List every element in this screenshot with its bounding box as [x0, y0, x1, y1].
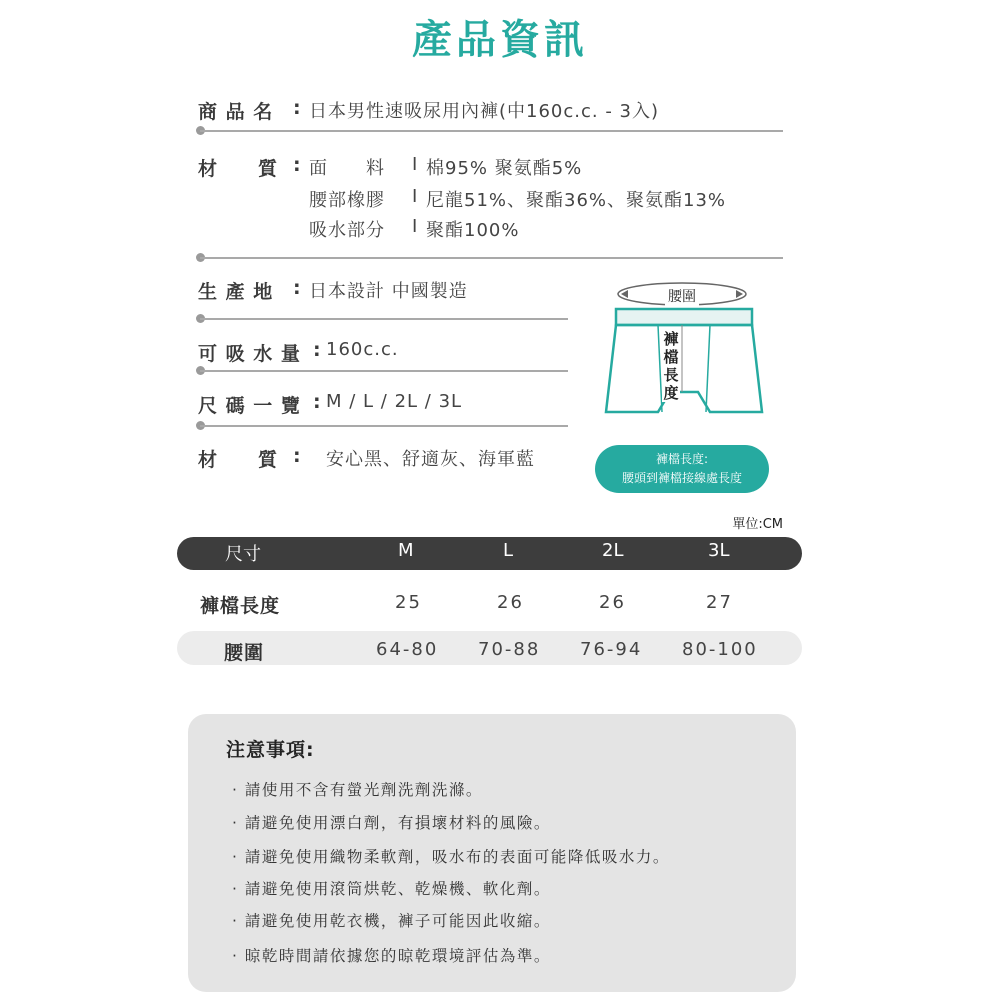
- rise-note-title: 褲檔長度:: [655, 452, 709, 466]
- divider-line: [200, 318, 568, 320]
- bullet: ·: [232, 848, 239, 866]
- rise-note-badge: [595, 445, 769, 493]
- bullet: ·: [232, 912, 239, 930]
- table-cell: 70-88: [478, 639, 541, 660]
- absorb-value: 160c.c.: [326, 339, 399, 360]
- table-header-size: 尺寸: [225, 544, 261, 565]
- table-cell: 26: [599, 592, 626, 613]
- table-cell: 26: [497, 592, 524, 613]
- note-item: [232, 877, 551, 899]
- rise-note-text: 腰頭到褲檔接線處長度: [621, 471, 742, 485]
- notes-title: 注意事項:: [226, 739, 315, 761]
- material-part: 吸水部分: [309, 220, 385, 241]
- table-row-label: 腰圍: [224, 642, 265, 664]
- sizes-value: M / L / 2L / 3L: [326, 391, 463, 412]
- note-text: 請使用不含有螢光劑洗劑洗滌。: [244, 781, 483, 799]
- product-name-label: 商 品 名: [198, 101, 274, 123]
- note-item: [232, 845, 670, 867]
- separator: I: [412, 154, 419, 175]
- table-header-l: L: [503, 540, 514, 561]
- rise-label: 褲檔長度: [663, 330, 679, 402]
- colon: :: [293, 154, 301, 176]
- colon: :: [293, 277, 301, 299]
- table-cell: 25: [395, 592, 422, 613]
- note-item: [232, 778, 483, 800]
- material-label: 材 質: [198, 158, 279, 180]
- absorb-label: 可 吸 水 量: [198, 343, 301, 365]
- table-cell: 80-100: [682, 639, 758, 660]
- arrow-left-icon: [621, 290, 628, 298]
- unit-label: 單位:CM: [732, 517, 783, 532]
- origin-value: 日本設計 中國製造: [309, 281, 468, 302]
- note-text: 晾乾時間請依據您的晾乾環境評估為準。: [244, 947, 551, 965]
- waist-label: 腰圍: [665, 286, 699, 306]
- table-row-label: 褲檔長度: [200, 595, 281, 617]
- arrow-right-icon: [736, 290, 743, 298]
- note-item: [232, 811, 551, 833]
- divider-line: [200, 370, 568, 372]
- separator: I: [412, 216, 419, 237]
- sizes-label: 尺 碼 一 覽: [198, 395, 301, 417]
- note-text: 請避免使用漂白劑，有損壞材料的風險。: [244, 814, 551, 832]
- material-value: 尼龍51%、聚酯36%、聚氨酯13%: [426, 190, 727, 211]
- color-value: 安心黑、舒適灰、海軍藍: [326, 449, 535, 470]
- material-value: 聚酯100%: [426, 220, 520, 241]
- divider-line: [200, 425, 568, 427]
- note-item: [232, 909, 551, 931]
- table-cell: 64-80: [376, 639, 439, 660]
- table-header-3l: 3L: [708, 540, 730, 561]
- table-header-2l: 2L: [602, 540, 624, 561]
- table-cell: 27: [706, 592, 733, 613]
- note-text: 請避免使用織物柔軟劑，吸水布的表面可能降低吸水力。: [244, 848, 670, 866]
- colon: :: [313, 339, 321, 361]
- waistband-shape: [616, 309, 752, 325]
- product-name-value: 日本男性速吸尿用內褲(中160c.c. - 3入): [309, 101, 660, 122]
- page-title: 產品資訊: [412, 17, 588, 63]
- colon: :: [313, 391, 321, 413]
- note-text: 請避免使用滾筒烘乾、乾燥機、軟化劑。: [244, 880, 551, 898]
- colon: :: [293, 97, 301, 119]
- note-item: [232, 944, 551, 966]
- colon: :: [293, 445, 301, 467]
- bullet: ·: [232, 781, 239, 799]
- color-label: 材 質: [198, 449, 279, 471]
- material-value: 棉95% 聚氨酯5%: [426, 158, 583, 179]
- bullet: ·: [232, 814, 239, 832]
- note-text: 請避免使用乾衣機，褲子可能因此收縮。: [244, 912, 551, 930]
- seam-line: [706, 325, 710, 412]
- table-cell: 76-94: [580, 639, 643, 660]
- underwear-body-shape: [606, 325, 762, 412]
- divider-line: [200, 130, 783, 132]
- bullet: ·: [232, 880, 239, 898]
- bullet: ·: [232, 947, 239, 965]
- material-part: 面 料: [309, 158, 385, 179]
- origin-label: 生 產 地: [198, 281, 274, 303]
- separator: I: [412, 186, 419, 207]
- divider-line: [200, 257, 783, 259]
- table-header-m: M: [398, 540, 414, 561]
- material-part: 腰部橡膠: [309, 190, 385, 211]
